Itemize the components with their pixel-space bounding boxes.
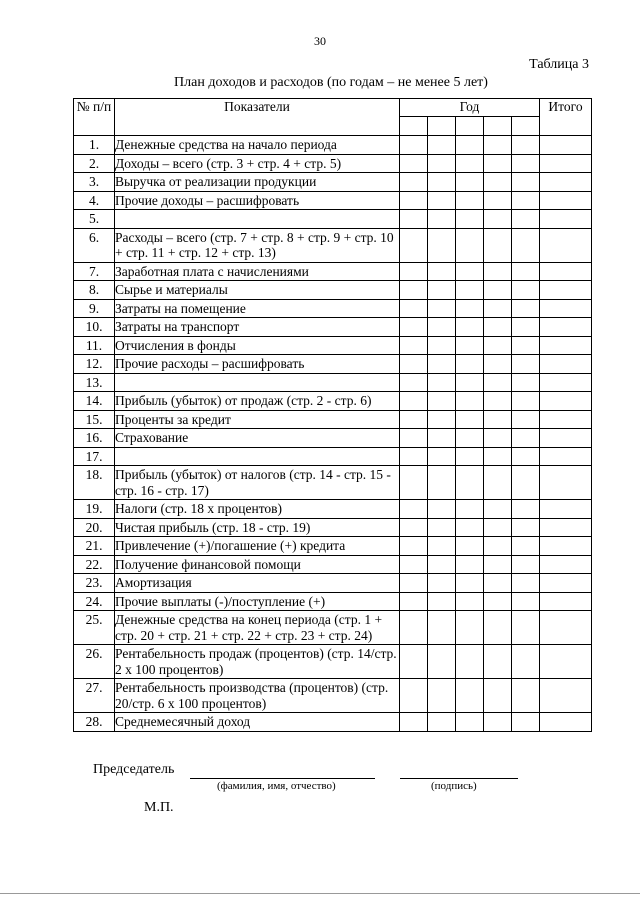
year-value-cell (428, 392, 456, 411)
year-value-cell (428, 154, 456, 173)
year-value-cell (428, 429, 456, 448)
year-value-cell (456, 574, 484, 593)
table-row (74, 210, 592, 229)
row-number: 3. (74, 173, 115, 192)
row-number: 12. (74, 355, 115, 374)
year-value-cell (400, 336, 428, 355)
row-number: 25. (74, 611, 115, 645)
year-value-cell (456, 373, 484, 392)
row-indicator: Отчисления в фонды (115, 336, 400, 355)
year-value-cell (456, 154, 484, 173)
year-value-cell (456, 336, 484, 355)
total-value-cell (540, 154, 592, 173)
year-value-cell (456, 281, 484, 300)
year-value-cell (512, 336, 540, 355)
year-cell (456, 116, 484, 135)
total-value-cell (540, 228, 592, 262)
year-value-cell (428, 713, 456, 732)
year-value-cell (456, 191, 484, 210)
year-value-cell (512, 500, 540, 519)
year-value-cell (400, 373, 428, 392)
table-row (74, 136, 592, 155)
year-value-cell (428, 299, 456, 318)
year-value-cell (456, 679, 484, 713)
year-value-cell (400, 281, 428, 300)
row-number: 18. (74, 466, 115, 500)
total-value-cell (540, 518, 592, 537)
total-value-cell (540, 447, 592, 466)
year-value-cell (512, 429, 540, 448)
income-expense-table (73, 98, 592, 732)
year-value-cell (400, 355, 428, 374)
year-value-cell (512, 518, 540, 537)
year-value-cell (456, 173, 484, 192)
row-indicator: Доходы – всего (стр. 3 + стр. 4 + стр. 5) (115, 154, 400, 173)
year-value-cell (428, 228, 456, 262)
year-value-cell (484, 355, 512, 374)
year-value-cell (400, 210, 428, 229)
year-value-cell (512, 210, 540, 229)
year-value-cell (456, 537, 484, 556)
year-value-cell (428, 336, 456, 355)
row-indicator: Проценты за кредит (115, 410, 400, 429)
year-cell (484, 116, 512, 135)
year-value-cell (512, 537, 540, 556)
header-indicator: Показатели (115, 99, 400, 136)
year-value-cell (456, 500, 484, 519)
row-indicator: Налоги (стр. 18 x процентов) (115, 500, 400, 519)
header-year: Год (400, 99, 540, 117)
year-value-cell (456, 447, 484, 466)
row-indicator: Среднемесячный доход (115, 713, 400, 732)
row-indicator: Денежные средства на начало периода (115, 136, 400, 155)
year-value-cell (400, 392, 428, 411)
table-row (74, 447, 592, 466)
year-value-cell (400, 645, 428, 679)
row-indicator: Выручка от реализации продукции (115, 173, 400, 192)
total-value-cell (540, 574, 592, 593)
year-value-cell (512, 447, 540, 466)
signature-caption: (подпись) (431, 780, 477, 792)
table-row (74, 466, 592, 500)
row-number: 15. (74, 410, 115, 429)
year-value-cell (428, 466, 456, 500)
year-value-cell (456, 318, 484, 337)
row-indicator: Рентабельность продаж (процентов) (стр. 14/стр. 2 x 100 процентов) (115, 645, 400, 679)
row-number: 14. (74, 392, 115, 411)
year-value-cell (484, 336, 512, 355)
year-value-cell (484, 136, 512, 155)
row-indicator: Расходы – всего (стр. 7 + стр. 8 + стр. 9 + стр. 10 + стр. 11 + стр. 12 + стр. 13) (115, 228, 400, 262)
year-value-cell (484, 500, 512, 519)
year-value-cell (456, 555, 484, 574)
total-value-cell (540, 355, 592, 374)
year-value-cell (512, 410, 540, 429)
year-value-cell (512, 191, 540, 210)
row-number: 16. (74, 429, 115, 448)
year-value-cell (428, 555, 456, 574)
year-value-cell (400, 574, 428, 593)
row-indicator: Прочие выплаты (-)/поступление (+) (115, 592, 400, 611)
total-value-cell (540, 500, 592, 519)
table-row (74, 228, 592, 262)
name-line (190, 778, 375, 779)
year-value-cell (400, 466, 428, 500)
stamp-label: М.П. (144, 800, 174, 815)
year-value-cell (428, 592, 456, 611)
year-value-cell (400, 500, 428, 519)
row-number: 11. (74, 336, 115, 355)
year-value-cell (428, 537, 456, 556)
year-value-cell (484, 645, 512, 679)
year-value-cell (456, 611, 484, 645)
year-value-cell (484, 466, 512, 500)
year-value-cell (400, 410, 428, 429)
year-value-cell (456, 592, 484, 611)
year-value-cell (428, 281, 456, 300)
year-value-cell (400, 154, 428, 173)
year-value-cell (484, 173, 512, 192)
year-value-cell (456, 136, 484, 155)
table-row (74, 592, 592, 611)
row-indicator: Страхование (115, 429, 400, 448)
year-value-cell (400, 679, 428, 713)
row-indicator: Получение финансовой помощи (115, 555, 400, 574)
total-value-cell (540, 392, 592, 411)
row-indicator: Рентабельность производства (процентов) (стр. 20/стр. 6 x 100 процентов) (115, 679, 400, 713)
year-value-cell (400, 136, 428, 155)
year-value-cell (400, 447, 428, 466)
year-value-cell (456, 355, 484, 374)
table-row (74, 429, 592, 448)
total-value-cell (540, 373, 592, 392)
row-indicator: Затраты на транспорт (115, 318, 400, 337)
total-value-cell (540, 611, 592, 645)
year-value-cell (400, 555, 428, 574)
row-indicator: Прибыль (убыток) от налогов (стр. 14 - стр. 15 - стр. 16 - стр. 17) (115, 466, 400, 500)
year-value-cell (484, 410, 512, 429)
year-value-cell (400, 299, 428, 318)
year-value-cell (512, 136, 540, 155)
table-row (74, 191, 592, 210)
row-number: 13. (74, 373, 115, 392)
table-row (74, 500, 592, 519)
year-cell (400, 116, 428, 135)
total-value-cell (540, 713, 592, 732)
table-title: План доходов и расходов (по годам – не менее 5 лет) (174, 75, 488, 90)
row-number: 19. (74, 500, 115, 519)
year-value-cell (400, 429, 428, 448)
year-value-cell (484, 191, 512, 210)
year-value-cell (456, 299, 484, 318)
row-number: 22. (74, 555, 115, 574)
total-value-cell (540, 645, 592, 679)
year-value-cell (484, 299, 512, 318)
year-value-cell (456, 392, 484, 411)
total-value-cell (540, 410, 592, 429)
row-number: 20. (74, 518, 115, 537)
row-number: 27. (74, 679, 115, 713)
year-value-cell (512, 713, 540, 732)
row-indicator: Прочие расходы – расшифровать (115, 355, 400, 374)
year-value-cell (428, 262, 456, 281)
signature-line (400, 778, 518, 779)
year-value-cell (484, 537, 512, 556)
total-value-cell (540, 281, 592, 300)
row-indicator: Затраты на помещение (115, 299, 400, 318)
table-row (74, 537, 592, 556)
year-value-cell (484, 210, 512, 229)
year-value-cell (456, 466, 484, 500)
chairman-label: Председатель (93, 762, 175, 777)
row-number: 28. (74, 713, 115, 732)
year-value-cell (512, 228, 540, 262)
year-value-cell (400, 228, 428, 262)
year-value-cell (456, 228, 484, 262)
row-number: 1. (74, 136, 115, 155)
total-value-cell (540, 336, 592, 355)
year-value-cell (512, 355, 540, 374)
year-value-cell (456, 518, 484, 537)
year-value-cell (484, 262, 512, 281)
total-value-cell (540, 679, 592, 713)
row-number: 23. (74, 574, 115, 593)
table-row (74, 336, 592, 355)
row-number: 2. (74, 154, 115, 173)
row-number: 7. (74, 262, 115, 281)
table-row (74, 574, 592, 593)
year-value-cell (428, 645, 456, 679)
row-indicator (115, 447, 400, 466)
year-value-cell (512, 318, 540, 337)
table-row (74, 679, 592, 713)
table-row (74, 299, 592, 318)
year-value-cell (484, 574, 512, 593)
row-indicator: Прочие доходы – расшифровать (115, 191, 400, 210)
year-value-cell (400, 262, 428, 281)
year-value-cell (484, 447, 512, 466)
row-number: 9. (74, 299, 115, 318)
row-number: 17. (74, 447, 115, 466)
year-value-cell (428, 574, 456, 593)
header-total: Итого (540, 99, 592, 136)
year-value-cell (484, 228, 512, 262)
year-value-cell (512, 466, 540, 500)
year-value-cell (428, 173, 456, 192)
table-row (74, 281, 592, 300)
year-value-cell (400, 611, 428, 645)
row-number: 8. (74, 281, 115, 300)
table-row (74, 611, 592, 645)
year-value-cell (484, 679, 512, 713)
year-value-cell (456, 262, 484, 281)
total-value-cell (540, 429, 592, 448)
row-indicator: Заработная плата с начислениями (115, 262, 400, 281)
year-value-cell (484, 592, 512, 611)
year-value-cell (484, 318, 512, 337)
year-value-cell (512, 679, 540, 713)
year-value-cell (456, 713, 484, 732)
row-number: 5. (74, 210, 115, 229)
table-body (74, 136, 592, 732)
year-value-cell (456, 410, 484, 429)
year-value-cell (512, 281, 540, 300)
year-cell (428, 116, 456, 135)
table-row (74, 713, 592, 732)
year-value-cell (512, 611, 540, 645)
year-value-cell (400, 537, 428, 556)
table-row (74, 318, 592, 337)
year-value-cell (428, 410, 456, 429)
table-row (74, 355, 592, 374)
row-indicator (115, 210, 400, 229)
year-value-cell (512, 555, 540, 574)
year-value-cell (400, 713, 428, 732)
total-value-cell (540, 466, 592, 500)
year-value-cell (484, 555, 512, 574)
row-indicator: Амортизация (115, 574, 400, 593)
total-value-cell (540, 136, 592, 155)
total-value-cell (540, 592, 592, 611)
year-value-cell (512, 299, 540, 318)
year-value-cell (400, 191, 428, 210)
year-value-cell (428, 191, 456, 210)
table-row (74, 373, 592, 392)
total-value-cell (540, 173, 592, 192)
total-value-cell (540, 299, 592, 318)
year-value-cell (484, 713, 512, 732)
year-value-cell (456, 645, 484, 679)
row-indicator: Сырье и материалы (115, 281, 400, 300)
year-value-cell (400, 592, 428, 611)
bottom-rule (0, 893, 640, 894)
year-value-cell (400, 318, 428, 337)
year-value-cell (428, 318, 456, 337)
row-indicator: Чистая прибыль (стр. 18 - стр. 19) (115, 518, 400, 537)
table-row (74, 173, 592, 192)
year-value-cell (428, 447, 456, 466)
row-number: 6. (74, 228, 115, 262)
table-row (74, 518, 592, 537)
year-value-cell (428, 136, 456, 155)
year-value-cell (428, 210, 456, 229)
total-value-cell (540, 555, 592, 574)
table-row (74, 555, 592, 574)
name-caption: (фамилия, имя, отчество) (217, 780, 336, 792)
row-indicator: Денежные средства на конец периода (стр. 1 + стр. 20 + стр. 21 + стр. 22 + стр. 23 + стр. 24) (115, 611, 400, 645)
year-value-cell (512, 592, 540, 611)
year-value-cell (484, 518, 512, 537)
year-value-cell (428, 355, 456, 374)
year-value-cell (484, 281, 512, 300)
row-number: 4. (74, 191, 115, 210)
year-value-cell (512, 373, 540, 392)
year-value-cell (456, 210, 484, 229)
year-value-cell (484, 392, 512, 411)
row-indicator (115, 373, 400, 392)
year-value-cell (456, 429, 484, 448)
total-value-cell (540, 191, 592, 210)
year-value-cell (428, 518, 456, 537)
year-cell (512, 116, 540, 135)
table-row (74, 645, 592, 679)
table-label: Таблица 3 (529, 57, 589, 72)
year-value-cell (512, 173, 540, 192)
year-value-cell (484, 429, 512, 448)
row-number: 21. (74, 537, 115, 556)
total-value-cell (540, 210, 592, 229)
row-indicator: Прибыль (убыток) от продаж (стр. 2 - стр. 6) (115, 392, 400, 411)
year-value-cell (428, 611, 456, 645)
row-number: 10. (74, 318, 115, 337)
year-value-cell (428, 500, 456, 519)
year-value-cell (484, 373, 512, 392)
row-number: 24. (74, 592, 115, 611)
total-value-cell (540, 262, 592, 281)
year-value-cell (484, 611, 512, 645)
table-row (74, 392, 592, 411)
row-number: 26. (74, 645, 115, 679)
table-row (74, 262, 592, 281)
total-value-cell (540, 318, 592, 337)
page-number: 30 (314, 34, 326, 48)
table-row (74, 410, 592, 429)
year-value-cell (400, 518, 428, 537)
row-indicator: Привлечение (+)/погашение (+) кредита (115, 537, 400, 556)
year-value-cell (428, 679, 456, 713)
year-value-cell (428, 373, 456, 392)
year-value-cell (512, 262, 540, 281)
header-num: № п/п (74, 99, 115, 136)
year-value-cell (512, 645, 540, 679)
year-value-cell (512, 392, 540, 411)
total-value-cell (540, 537, 592, 556)
year-value-cell (400, 173, 428, 192)
table-row (74, 154, 592, 173)
year-value-cell (512, 574, 540, 593)
year-value-cell (484, 154, 512, 173)
year-value-cell (512, 154, 540, 173)
